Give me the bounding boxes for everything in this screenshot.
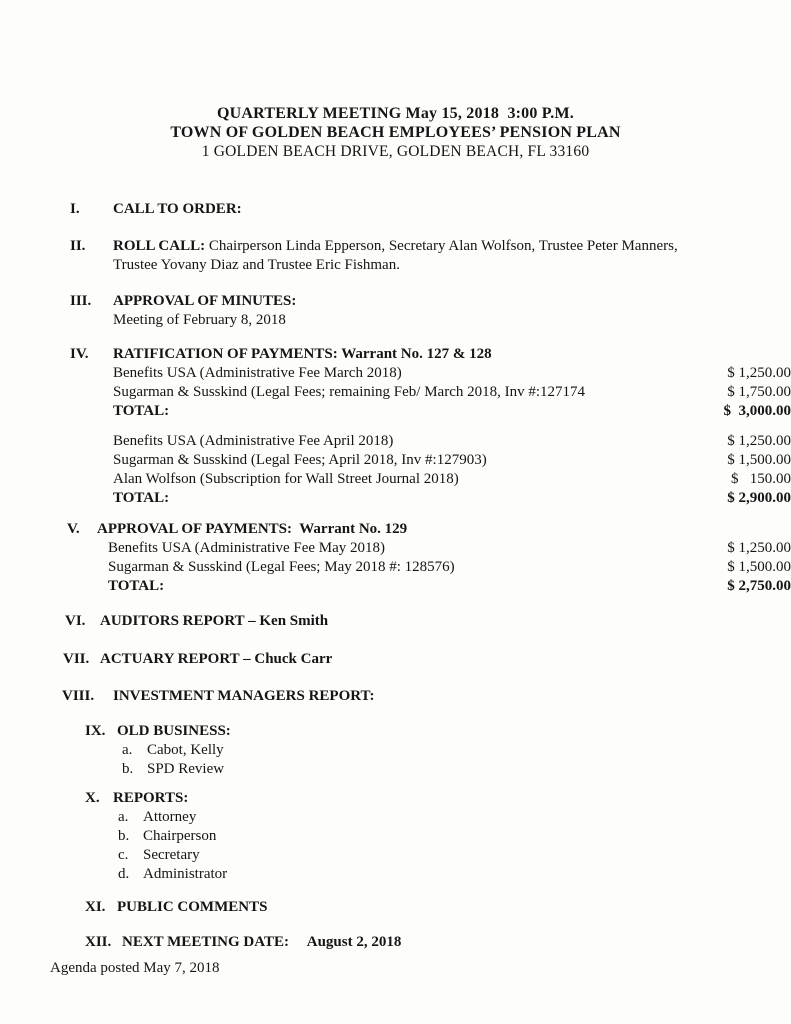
item-number: V. <box>67 521 80 537</box>
payment-description: Benefits USA (Administrative Fee March 2018) <box>113 365 402 381</box>
total-row <box>113 402 791 421</box>
agenda-posted-note: Agenda posted May 7, 2018 <box>50 960 220 976</box>
item-number: X. <box>85 790 100 806</box>
payment-amount: $ 1,250.00 <box>727 540 791 556</box>
item-title: CALL TO ORDER: <box>113 201 242 217</box>
item-number: VII. <box>63 651 90 667</box>
agenda-item-next-meeting-date <box>85 933 791 952</box>
item-content <box>122 933 791 952</box>
item-number: III. <box>70 293 92 309</box>
payment-description: Sugarman & Susskind (Legal Fees; April 2018, Inv #:127903) <box>113 452 487 468</box>
payment-description: Benefits USA (Administrative Fee April 2018) <box>113 433 394 449</box>
item-content <box>117 898 791 917</box>
item-content <box>113 237 708 275</box>
item-content <box>113 292 791 330</box>
total-label: TOTAL: <box>113 403 170 419</box>
payment-row <box>113 470 791 489</box>
sub-item-label: Secretary <box>143 847 200 863</box>
payment-amount: $ 1,250.00 <box>727 365 791 381</box>
item-content <box>117 722 791 779</box>
roll-call-attendees: Chairperson Linda Epperson, Secretary Alan Wolfson, Trustee Peter Manners, Trustee Yovany Diaz and Trustee Eric Fishman. <box>113 238 682 273</box>
payment-group-april <box>113 432 791 508</box>
payment-description: Benefits USA (Administrative Fee May 2018) <box>108 540 386 556</box>
item-content <box>113 345 791 508</box>
payment-row <box>113 451 791 470</box>
agenda-item-reports <box>85 789 791 884</box>
item-number: VI. <box>65 613 86 629</box>
item-number: IX. <box>85 723 106 739</box>
payment-row <box>113 383 791 402</box>
payment-group-march <box>113 364 791 421</box>
total-row <box>113 489 791 508</box>
agenda-item-investment-managers-report <box>62 687 791 706</box>
item-content <box>113 200 791 219</box>
agenda-item-call-to-order <box>70 200 791 219</box>
payment-amount: $ 1,500.00 <box>727 559 791 575</box>
total-label: TOTAL: <box>113 490 170 506</box>
item-number: VIII. <box>62 688 95 704</box>
payment-description: Alan Wolfson (Subscription for Wall Street Journal 2018) <box>113 471 459 487</box>
item-content <box>113 789 791 884</box>
sub-item-letter: c. <box>118 847 129 863</box>
sub-item-letter: a. <box>118 809 129 825</box>
payment-amount: $ 1,750.00 <box>727 384 791 400</box>
item-number: XI. <box>85 899 106 915</box>
sub-item-label: Administrator <box>143 866 228 882</box>
agenda-item-actuary-report <box>63 650 791 669</box>
sub-list-item <box>118 846 791 865</box>
sub-item-letter: b. <box>122 761 134 777</box>
agenda-item-ratification-of-payments <box>70 345 791 508</box>
payment-description: Sugarman & Susskind (Legal Fees; May 2018 #: 128576) <box>108 559 455 575</box>
agenda-item-roll-call <box>70 237 791 275</box>
item-number: II. <box>70 238 86 254</box>
agenda-item-old-business <box>85 722 791 779</box>
agenda-item-approval-of-payments <box>67 520 791 596</box>
item-title: RATIFICATION OF PAYMENTS: Warrant No. 127 & 128 <box>113 346 492 362</box>
agenda-item-approval-of-minutes <box>70 292 791 330</box>
sub-list-item <box>122 741 791 760</box>
sub-item-letter: a. <box>122 742 133 758</box>
item-title: ROLL CALL: <box>113 238 206 254</box>
agenda-body <box>0 200 791 978</box>
item-title: NEXT MEETING DATE: <box>122 934 289 950</box>
payment-amount: $ 1,250.00 <box>727 433 791 449</box>
sub-list-item <box>118 808 791 827</box>
next-meeting-date-value: August 2, 2018 <box>306 934 402 950</box>
item-content <box>113 687 791 706</box>
organization-name: TOWN OF GOLDEN BEACH EMPLOYEES’ PENSION PLAN <box>170 124 621 141</box>
item-title: PUBLIC COMMENTS <box>117 899 268 915</box>
item-title: REPORTS: <box>113 790 189 806</box>
sub-item-letter: b. <box>118 828 130 844</box>
item-title: OLD BUSINESS: <box>117 723 231 739</box>
sub-item-letter: d. <box>118 866 130 882</box>
agenda-item-public-comments <box>85 898 791 917</box>
sub-list-item <box>118 865 791 884</box>
sub-list-item <box>118 827 791 846</box>
total-amount: $ 3,000.00 <box>723 403 791 419</box>
item-content <box>97 520 791 596</box>
total-label: TOTAL: <box>108 578 165 594</box>
sub-item-label: SPD Review <box>147 761 225 777</box>
sub-item-label: Chairperson <box>143 828 217 844</box>
sub-item-label: Attorney <box>143 809 197 825</box>
sub-item-label: Cabot, Kelly <box>147 742 224 758</box>
payment-row <box>113 432 791 451</box>
payment-amount: $ 1,500.00 <box>727 452 791 468</box>
item-title: AUDITORS REPORT – Ken Smith <box>100 613 329 629</box>
item-content <box>100 650 791 669</box>
total-row <box>97 577 791 596</box>
sub-list-item <box>122 760 791 779</box>
payment-amount: $ 150.00 <box>731 471 791 487</box>
item-title: APPROVAL OF MINUTES: <box>113 293 297 309</box>
item-content <box>100 612 791 631</box>
item-number: XII. <box>85 934 112 950</box>
total-amount: $ 2,900.00 <box>727 490 791 506</box>
item-title: ACTUARY REPORT – Chuck Carr <box>100 651 333 667</box>
meeting-title: QUARTERLY MEETING May 15, 2018 3:00 P.M. <box>217 105 574 122</box>
document-header <box>0 0 791 161</box>
item-title: INVESTMENT MANAGERS REPORT: <box>113 688 375 704</box>
item-number: IV. <box>70 346 89 362</box>
payment-description: Sugarman & Susskind (Legal Fees; remaining Feb/ March 2018, Inv #:127174 <box>113 384 586 400</box>
payment-row <box>113 364 791 383</box>
item-title: APPROVAL OF PAYMENTS: Warrant No. 129 <box>97 521 408 537</box>
meeting-address: 1 GOLDEN BEACH DRIVE, GOLDEN BEACH, FL 33160 <box>201 143 590 160</box>
total-amount: $ 2,750.00 <box>727 578 791 594</box>
item-number: I. <box>70 201 80 217</box>
payment-row <box>97 539 791 558</box>
minutes-detail: Meeting of February 8, 2018 <box>113 312 286 328</box>
agenda-item-auditors-report <box>65 612 791 631</box>
payment-row <box>97 558 791 577</box>
